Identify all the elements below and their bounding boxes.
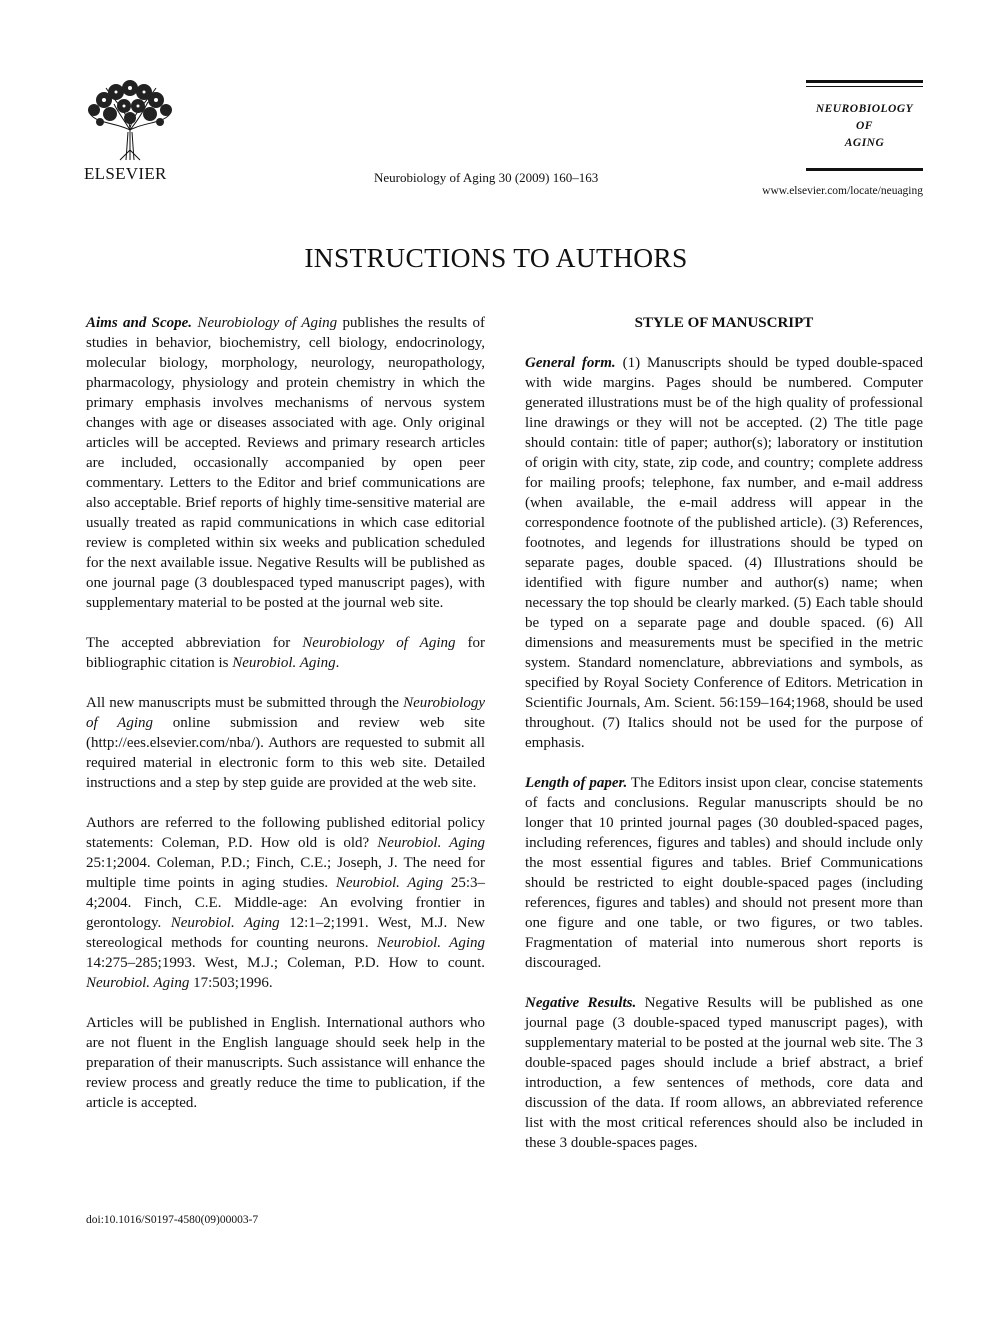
masthead-top-rule [806,80,923,83]
abbr-text: for bibliographic citation is [86,635,485,671]
length-lead: Length of paper. [525,775,628,791]
journal-abbreviation: Neurobiol. Aging [377,835,485,851]
aims-text: publishes the results of studies in behavior, biochemistry, cell biology, endocrinology, molecular biology, morphology, neurology, neuropathology, pharmacology, physiology and protein chemistry in which the primary emphasis involves mechanisms of nervous system changes with age or diseases associated with age. Only original articles will be accepted. Reviews and primary research articles are included, occasionally accompanied by open peer commentary. Letters to the Editor and brief communications are also acceptable. Brief reports of highly time-sensitive material are usually treated as rapid communications in which case editorial review is completed within six weeks and publication scheduled for the next available issue. Negative Results will be published as one journal page (3 doublespaced typed manuscript pages), with supplementary material to be posted at the journal web site. [86,315,486,611]
submission-paragraph [86,693,485,793]
publisher-logo [84,80,184,184]
abbreviation-paragraph [86,633,485,673]
journal-url[interactable]: www.elsevier.com/locate/neuaging [762,185,923,197]
journal-name-line: OF [856,120,873,132]
journal-name-line: AGING [844,137,885,149]
masthead-top-thin-rule [806,86,923,87]
journal-name-line: NEUROBIOLOGY [815,103,914,115]
masthead-bottom-rule [806,168,923,171]
journal-citation: Neurobiology of Aging 30 (2009) 160–163 [374,170,599,185]
english-paragraph: Articles will be published in English. International authors who are not fluent in the English language should seek help in the preparation of their manuscripts. Such assistance will enhance the review process and greatly reduce the time to publication, if the article is accepted. [86,1015,485,1111]
policy-text: 17:503;1996. [189,975,273,991]
negative-results-lead: Negative Results. [525,995,637,1011]
policy-text: 12:1–2;1991. West, M.J. New stereological methods for counting neurons. [86,915,486,951]
negative-results-text: Negative Results will be published as one journal page (3 double-spaced typed manuscript pages), with supplementary material to be posted at the journal web site. The 3 double-spaced pages should include a brief abstract, a brief introduction, a few sentences of methods, core data and discussion of the data. If room allows, an abbreviated reference list with the most critical references should also be included in these 3 double-spaces pages. [525,995,924,1151]
submit-text: online submission and review web site (http://ees.elsevier.com/nba/). Authors are requested to submit all required material in electronic form to this web site. Detailed instructions and a step by step guide are provided at the web site. [86,715,485,791]
policy-text: 14:275–285;1993. West, M.J.; Coleman, P.D. How to count. [86,955,485,971]
aims-paragraph [86,313,485,613]
journal-masthead [806,80,923,171]
negative-results-paragraph [525,993,923,1153]
general-form-lead: General form. [525,355,616,371]
general-form-paragraph [525,353,923,753]
elsevier-tree-icon [84,80,176,162]
journal-title-italic: Neurobiology of Aging [197,315,338,331]
length-text: The Editors insist upon clear, concise statements of facts and conclusions. Regular manuscripts should be no longer that 10 printed journal pages (30 doubled-spaced pages, including references, figures and tables) and should include only the most essential figures and tables. Brief Communications should be restricted to eight double-spaced pages (including references, figures and tables) and should not present more than one figure and one table, or two figures, or two tables. Fragmentation of material into numerous short reports is discouraged. [525,775,923,971]
journal-abbreviation: Neurobiol. Aging [376,935,485,951]
doi: doi:10.1016/S0197-4580(09)00003-7 [86,1214,259,1226]
journal-abbreviation: Neurobiol. Aging [86,975,190,991]
general-form-text: (1) Manuscripts should be typed double-spaced with wide margins. Pages should be numbered. Computer generated illustrations must be of the high quality of professional line drawings or they will not be accepted. (2) The title page should contain: title of paper; author(s); laboratory or institution of origin with city, state, zip code, and country; complete address for mailing proofs; telephone, fax number, and e-mail address (when available, the e-mail address will appear in the correspondence footnote of the published article). (3) References, footnotes, and legends for illustrations should be typed on separate pages, double spaced. (4) Illustrations should be identified with figure number and author(s) name; when necessary the top should be clearly marked. (5) Each table should be typed on a separate page and double spaced. (6) All dimensions and measurements must be specified in the metric system. Standard nomenclature, abbreviations and symbols, as specified by Royal Society Conference of Editors. Metrication in Scientific Journals, Am. Scient. 56:159–164;1968, should be used throughout. (7) Italics should not be used for the purpose of emphasis. [525,355,923,751]
length-paragraph [525,773,923,973]
policy-paragraph [86,813,485,993]
left-column [86,313,485,1133]
journal-abbreviation: Neurobiol. Aging [232,655,336,671]
page-title: INSTRUCTIONS TO AUTHORS [304,242,688,273]
publisher-name: ELSEVIER [84,164,167,183]
policy-text: 25:1;2004. Coleman, P.D.; Finch, C.E.; Joseph, J. The need for multiple time points in aging studies. [86,855,485,891]
section-heading: STYLE OF MANUSCRIPT [634,315,814,331]
policy-text: 25:3–4;2004. Finch, C.E. Middle-age: An evolving frontier in gerontology. [86,875,485,931]
journal-title-italic: Neurobiology of Aging [302,635,456,651]
aims-lead: Aims and Scope. [86,315,193,331]
right-column [525,313,923,1173]
journal-abbreviation: Neurobiol. Aging [170,915,280,931]
policy-text: Authors are referred to the following published editorial policy statements: Coleman, P.D. How old is old? [86,815,485,851]
journal-title-italic: Neurobiology of Aging [86,695,485,731]
journal-abbreviation: Neurobiol. Aging [335,875,444,891]
abbr-text: The accepted abbreviation for [86,635,291,651]
abbr-text: . [335,655,340,671]
journal-name [806,101,923,152]
submit-text: All new manuscripts must be submitted through the [86,695,399,711]
